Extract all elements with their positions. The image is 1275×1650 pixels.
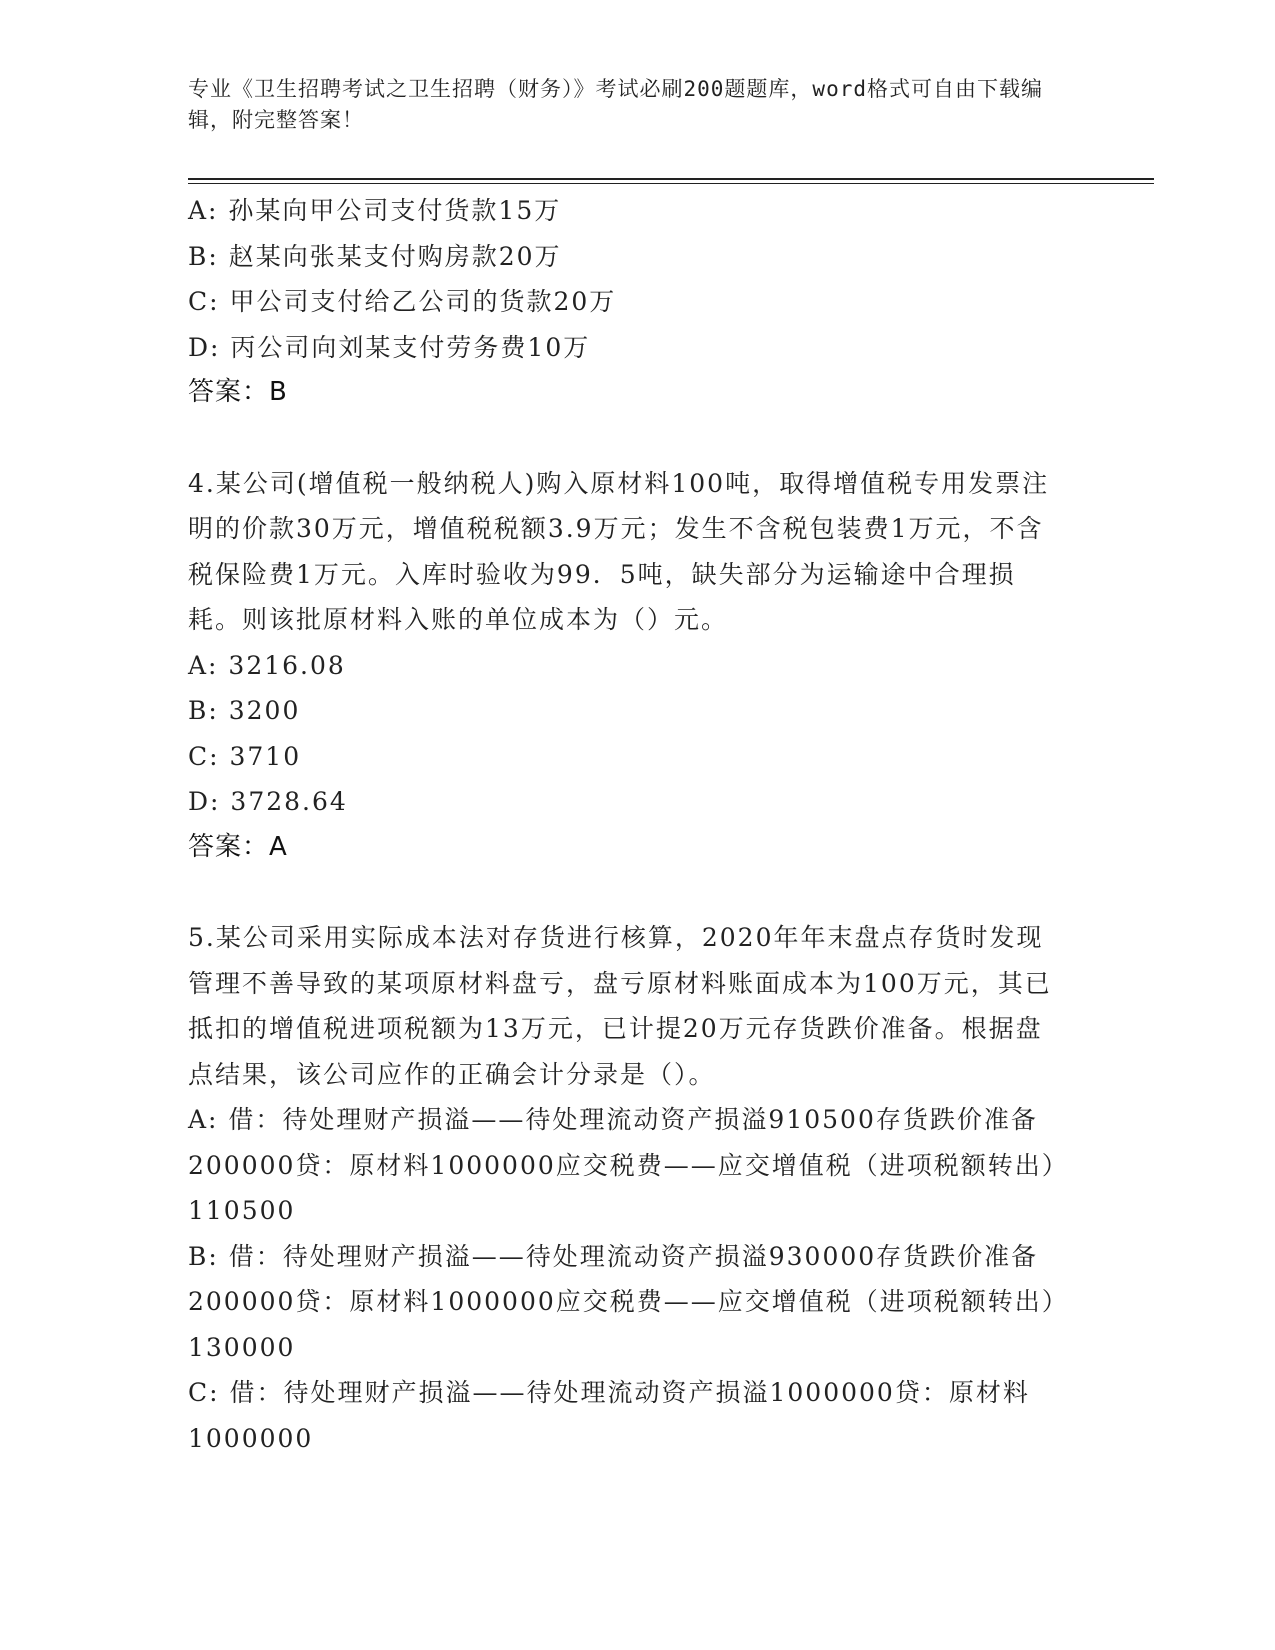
question-text: 5.某公司采用实际成本法对存货进行核算，2020年年末盘点存货时发现管理不善导致的某项原材料盘亏，盘亏原材料账面成本为100万元，其已抵扣的增值税进项税额为13万元，已计提20万元存货跌价准备。根据盘点结果，该公司应作的正确会计分录是（）。 xyxy=(188,923,1052,1089)
option-a: A: 借：待处理财产损溢——待处理流动资产损溢910500存货跌价准备200000贷：原材料1000000应交税费——应交增值税（进项税额转出）110500 xyxy=(188,1105,1057,1225)
spacer xyxy=(188,870,1068,915)
question-text: 4.某公司(增值税一般纳税人)购入原材料100吨，取得增值税专用发票注明的价款30万元，增值税税额3.9万元；发生不含税包装费1万元，不含税保险费1万元。入库时验收为99．5吨，缺失部分为运输途中合理损耗。则该批原材料入账的单位成本为（）元。 xyxy=(188,468,1050,634)
option-a: A: 3216.08 xyxy=(188,650,346,680)
header-divider-thick xyxy=(188,178,1154,180)
question-3 xyxy=(188,188,1068,416)
option-b: B: 赵某向张某支付购房款20万 xyxy=(188,241,562,271)
option-c: C: 3710 xyxy=(188,741,302,771)
header-divider-thin xyxy=(188,183,1154,184)
option-c: C: 甲公司支付给乙公司的货款20万 xyxy=(188,287,617,316)
question-5 xyxy=(188,915,1068,1461)
page-header: 专业《卫生招聘考试之卫生招聘（财务）》考试必刷200题题库，word格式可自由下载编辑，附完整答案！ xyxy=(188,77,1043,132)
option-c: C: 借：待处理财产损溢——待处理流动资产损溢1000000贷：原材料1000000 xyxy=(188,1378,1030,1453)
document-body xyxy=(188,188,1068,1461)
answer: 答案：A xyxy=(188,831,288,862)
option-b: B: 3200 xyxy=(188,696,301,725)
spacer xyxy=(188,416,1068,461)
option-d: D: 3728.64 xyxy=(188,787,348,816)
option-a: A: 孙某向甲公司支付货款15万 xyxy=(188,196,562,225)
option-b: B: 借：待处理财产损溢——待处理流动资产损溢930000存货跌价准备200000贷：原材料1000000应交税费——应交增值税（进项税额转出）130000 xyxy=(188,1241,1057,1362)
question-4 xyxy=(188,461,1068,871)
answer: 答案：B xyxy=(188,377,288,407)
option-d: D: 丙公司向刘某支付劳务费10万 xyxy=(188,332,591,362)
